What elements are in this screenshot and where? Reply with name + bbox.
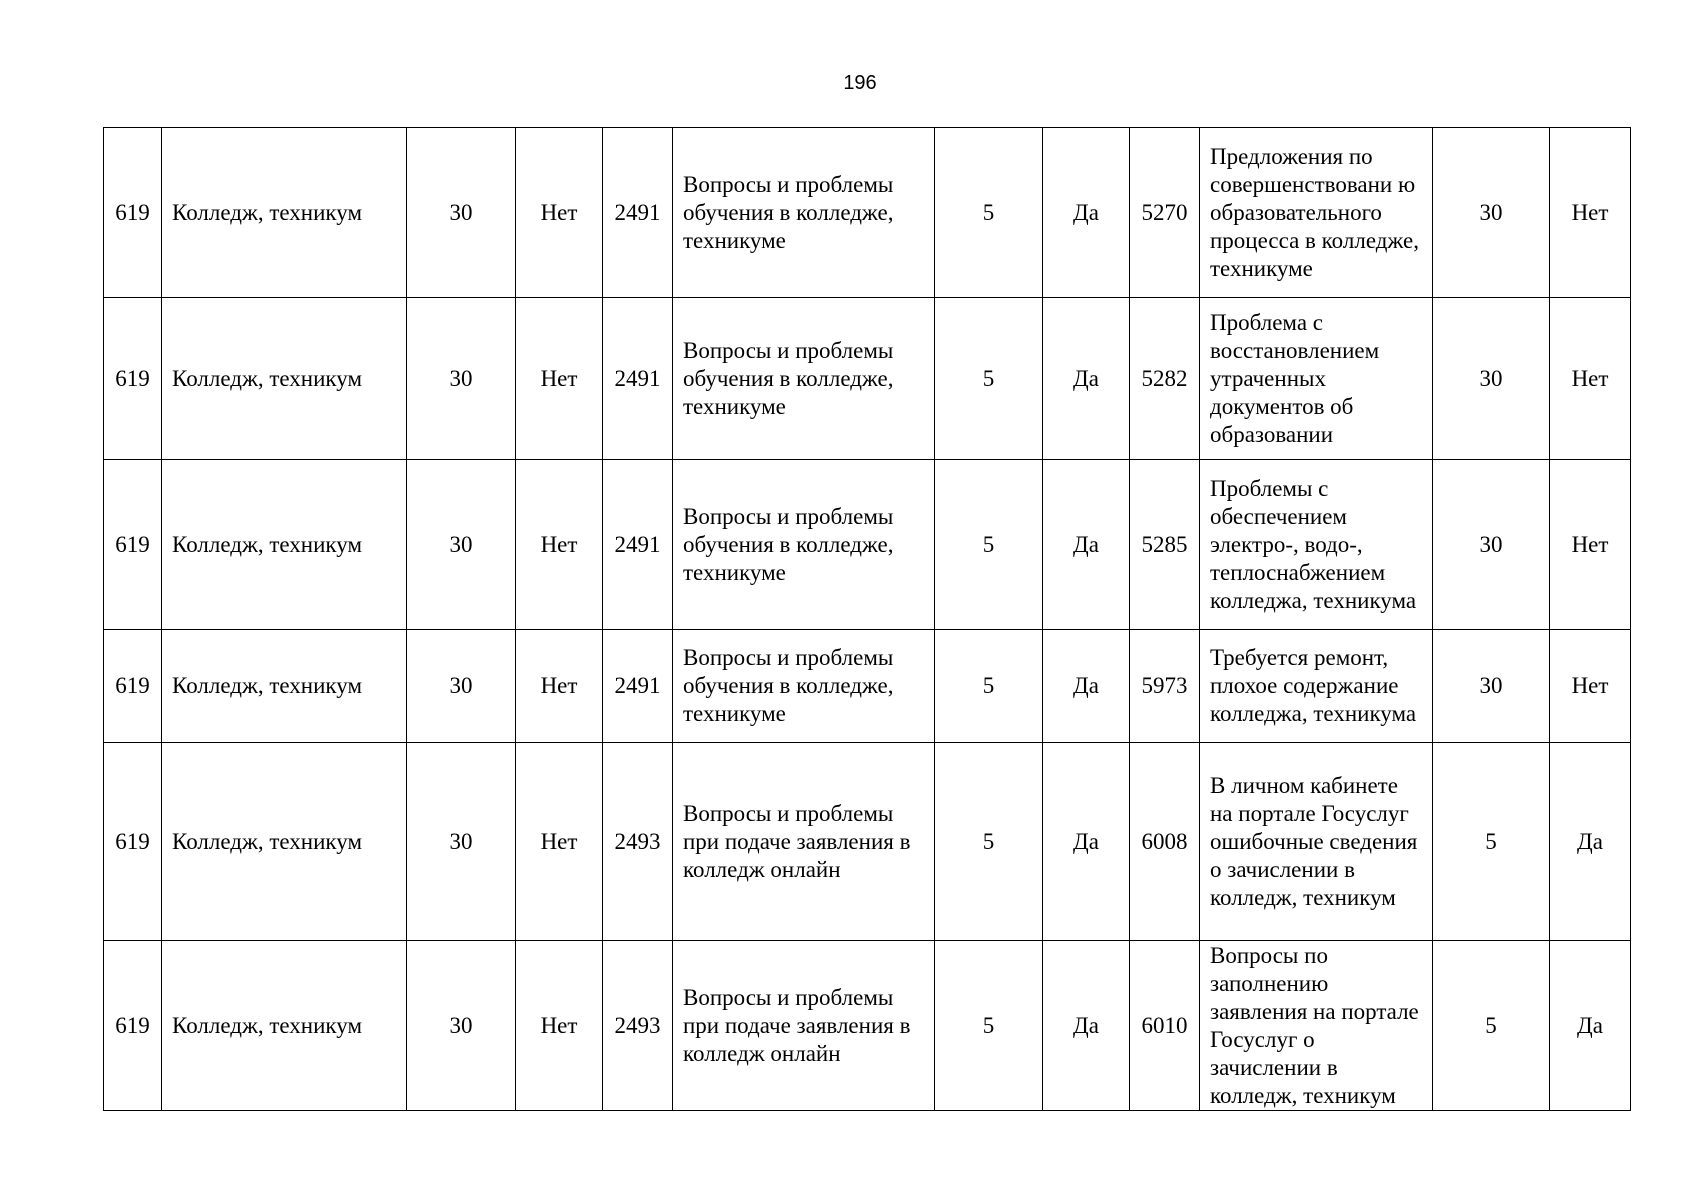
institution-type-cell: Колледж, техникум: [162, 743, 407, 941]
topic-cell: Вопросы и проблемы обучения в колледже, техникуме: [673, 298, 935, 460]
subtopic-code-cell: 6008: [1130, 743, 1200, 941]
row-id-cell: 619: [104, 298, 162, 460]
row-id-cell: 619: [104, 743, 162, 941]
topic-days-cell: 5: [935, 460, 1043, 630]
topic-days-cell: 5: [935, 743, 1043, 941]
subtopic-code-cell: 6010: [1130, 941, 1200, 1111]
subtopic-days-cell: 30: [1433, 460, 1550, 630]
institution-type-cell: Колледж, техникум: [162, 941, 407, 1111]
table-row: [104, 941, 1631, 1111]
topic-code-cell: 2491: [603, 298, 673, 460]
topic-cell: Вопросы и проблемы при подаче заявления в колледж онлайн: [673, 743, 935, 941]
flag-cell: Нет: [516, 128, 603, 298]
days-cell: 30: [407, 630, 516, 743]
subtopic-cell: В личном кабинете на портале Госуслуг ошибочные сведения о зачислении в колледж, техникум: [1200, 743, 1433, 941]
topic-cell: Вопросы и проблемы обучения в колледже, техникуме: [673, 630, 935, 743]
institution-type-cell: Колледж, техникум: [162, 630, 407, 743]
subtopic-flag-cell: Нет: [1550, 128, 1631, 298]
institution-type-cell: Колледж, техникум: [162, 128, 407, 298]
subtopic-days-cell: 30: [1433, 298, 1550, 460]
institution-type-cell: Колледж, техникум: [162, 298, 407, 460]
table-row: [104, 298, 1631, 460]
table-row: [104, 460, 1631, 630]
subtopic-cell: Предложения по совершенствовани ю образовательного процесса в колледже, техникуме: [1200, 128, 1433, 298]
days-cell: 30: [407, 941, 516, 1111]
subtopic-flag-cell: Да: [1550, 743, 1631, 941]
topic-code-cell: 2493: [603, 941, 673, 1111]
subtopic-cell: Вопросы по заполнению заявления на портале Госуслуг о зачислении в колледж, техникум: [1200, 941, 1433, 1111]
flag-cell: Нет: [516, 460, 603, 630]
subtopic-flag-cell: Да: [1550, 941, 1631, 1111]
table-row: [104, 630, 1631, 743]
subtopic-cell: Проблема с восстановлением утраченных документов об образовании: [1200, 298, 1433, 460]
topic-flag-cell: Да: [1043, 460, 1130, 630]
subtopic-days-cell: 5: [1433, 743, 1550, 941]
topic-code-cell: 2491: [603, 630, 673, 743]
topic-cell: Вопросы и проблемы обучения в колледже, техникуме: [673, 460, 935, 630]
row-id-cell: 619: [104, 630, 162, 743]
data-table: [103, 127, 1631, 1111]
flag-cell: Нет: [516, 743, 603, 941]
subtopic-code-cell: 5973: [1130, 630, 1200, 743]
days-cell: 30: [407, 128, 516, 298]
topic-days-cell: 5: [935, 630, 1043, 743]
days-cell: 30: [407, 460, 516, 630]
subtopic-code-cell: 5270: [1130, 128, 1200, 298]
table-row: [104, 128, 1631, 298]
topic-flag-cell: Да: [1043, 298, 1130, 460]
subtopic-code-cell: 5282: [1130, 298, 1200, 460]
subtopic-days-cell: 30: [1433, 128, 1550, 298]
topic-code-cell: 2493: [603, 743, 673, 941]
subtopic-code-cell: 5285: [1130, 460, 1200, 630]
subtopic-days-cell: 30: [1433, 630, 1550, 743]
topic-cell: Вопросы и проблемы обучения в колледже, техникуме: [673, 128, 935, 298]
topic-code-cell: 2491: [603, 128, 673, 298]
row-id-cell: 619: [104, 941, 162, 1111]
page-number: 196: [843, 72, 877, 94]
days-cell: 30: [407, 743, 516, 941]
row-id-cell: 619: [104, 128, 162, 298]
topic-days-cell: 5: [935, 298, 1043, 460]
flag-cell: Нет: [516, 298, 603, 460]
row-id-cell: 619: [104, 460, 162, 630]
topic-code-cell: 2491: [603, 460, 673, 630]
flag-cell: Нет: [516, 630, 603, 743]
topic-flag-cell: Да: [1043, 128, 1130, 298]
subtopic-cell: Требуется ремонт, плохое содержание колледжа, техникума: [1200, 630, 1433, 743]
topic-days-cell: 5: [935, 128, 1043, 298]
table-row: [104, 743, 1631, 941]
subtopic-flag-cell: Нет: [1550, 630, 1631, 743]
institution-type-cell: Колледж, техникум: [162, 460, 407, 630]
subtopic-cell: Проблемы с обеспечением электро-, водо-, теплоснабжением колледжа, техникума: [1200, 460, 1433, 630]
flag-cell: Нет: [516, 941, 603, 1111]
topic-flag-cell: Да: [1043, 630, 1130, 743]
subtopic-flag-cell: Нет: [1550, 298, 1631, 460]
days-cell: 30: [407, 298, 516, 460]
topic-flag-cell: Да: [1043, 743, 1130, 941]
subtopic-flag-cell: Нет: [1550, 460, 1631, 630]
topic-flag-cell: Да: [1043, 941, 1130, 1111]
topic-days-cell: 5: [935, 941, 1043, 1111]
topic-cell: Вопросы и проблемы при подаче заявления в колледж онлайн: [673, 941, 935, 1111]
subtopic-days-cell: 5: [1433, 941, 1550, 1111]
